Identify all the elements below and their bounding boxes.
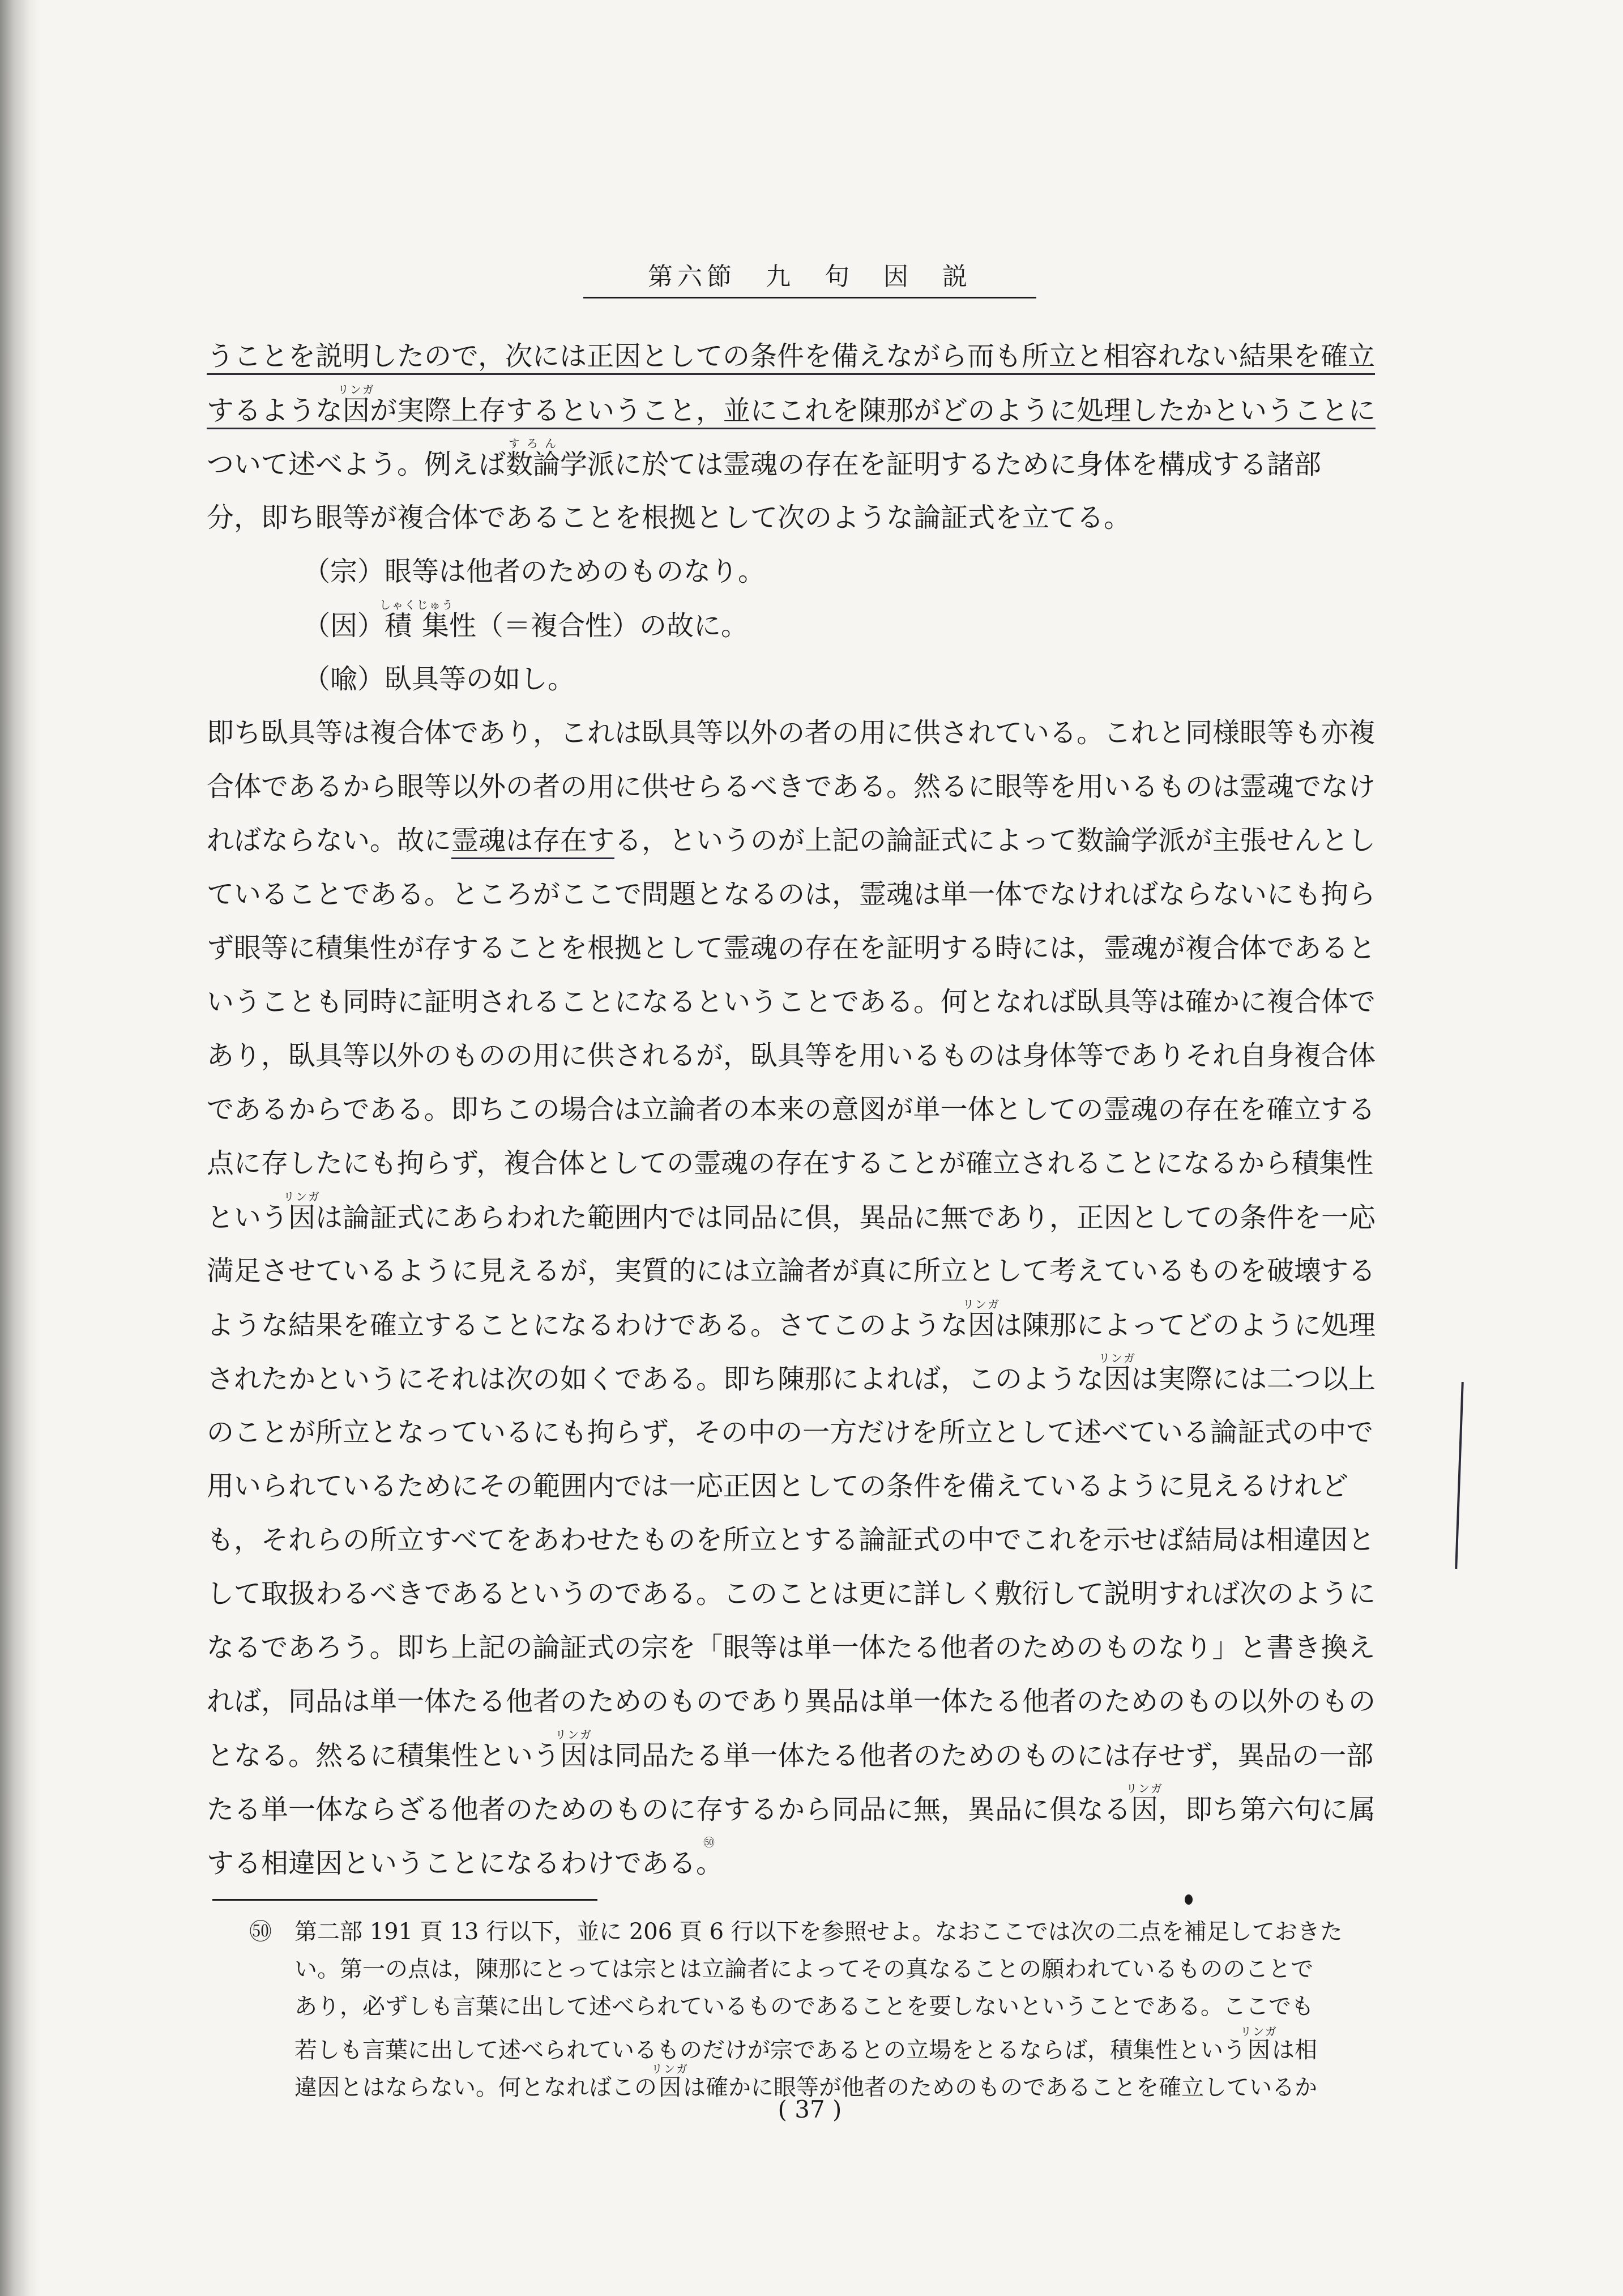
ruby-reading: リンガ [555, 1728, 593, 1742]
underlined-text: うことを説明したので，次には正因としての条件を備えながら而も所立と相容れない結果を確立 [207, 340, 1375, 375]
text-line: であるからである。即ちこの場合は立論者の本来の意図が単一体としての霊魂の存在を確立する [207, 1094, 1376, 1125]
text-line: 点に存したにも拘らず，複合体としての霊魂の存在することが確立されることになるから積集性 [207, 1147, 1374, 1179]
ruby-base: 数論 [506, 449, 561, 480]
text-line: ず眼等に積集性が存することを根拠として霊魂の存在を証明する時には，霊魂が複合体であると [207, 932, 1376, 964]
page-number: ( 37 ) [778, 2096, 842, 2123]
section-header: 第六節 九 句 因 説 [648, 262, 972, 291]
text-line [207, 383, 1438, 437]
ruby-reading: リンガ [1099, 1351, 1137, 1365]
text-span: する相違因ということになるわけである [207, 1847, 697, 1879]
text-line [207, 814, 1438, 868]
footnote-line [249, 2025, 1447, 2063]
ruby-base: 因 [651, 2075, 689, 2101]
text-span: たる単一体ならざる他者のためのものに存するから同品に無，異品に倶なる [207, 1794, 1131, 1825]
text-line [207, 1190, 1438, 1244]
ruby-term [1099, 1351, 1137, 1395]
text-span: ような結果を確立することになるわけである。さてこのような [207, 1309, 968, 1341]
text-line: 即ち臥具等は複合体であり，これは臥具等以外の者の用に供されている。これと同様眼等も亦複 [207, 717, 1376, 749]
footnote [249, 1913, 1447, 2100]
ruby-reading: リンガ [283, 1190, 321, 1204]
underlined-text [207, 383, 1376, 429]
text-span: は実際には二つ以上 [1131, 1363, 1376, 1395]
ruby-reading: リンガ [1240, 2025, 1278, 2038]
text-line: あり，臥具等以外のものの用に供されるが，臥具等を用いるものは身体等でありそれ自身複合体 [207, 1040, 1376, 1072]
text-line: も，それらの所立すべてをあわせたものを所立とする論証式の中でこれを示せば結局は相違因と [207, 1524, 1376, 1556]
footnote-rule [212, 1899, 597, 1901]
syllogism-example: （喩）臥具等の如し。 [303, 663, 575, 695]
text-span: という [207, 1202, 289, 1234]
text-span: （因） [303, 610, 385, 642]
ruby-term [651, 2062, 689, 2101]
ruby-reading: しゃくじゅう [379, 598, 455, 612]
text-line [207, 1782, 1438, 1836]
ruby-base: 因 [1099, 1363, 1137, 1395]
footnote-reference[interactable] [696, 1836, 724, 1879]
text-span: ，即ち第六句に属 [1158, 1794, 1376, 1825]
text-span: 性（＝複合性）の故に。 [449, 610, 749, 642]
text-span: ればならない。故に [207, 825, 452, 856]
text-line: 合体であるから眼等以外の者の用に供せらるべきである。然るに眼等を用いるものは霊魂でなけ [207, 771, 1376, 803]
text-line: 満足させているように見えるが，実質的には立論者が真に所立として考えているものを破壊する [207, 1255, 1376, 1287]
ruby-reading: リンガ [1126, 1782, 1164, 1795]
footnote-line [249, 1913, 1447, 1951]
ruby-term [379, 598, 455, 642]
text-span: されたかというにそれは次の如くである。即ち陳那によれば，このような [207, 1363, 1104, 1395]
text-span: は陳那によってどのように処理 [995, 1309, 1376, 1341]
ruby-term [338, 383, 375, 426]
text-line: いうことも同時に証明されることになるということである。何となれば臥具等は確かに複合体で [207, 986, 1376, 1018]
text-line [207, 1836, 1438, 1890]
text-span: ついて述べよう。例えば [207, 449, 506, 480]
syllogism-thesis: （宗）眼等は他者のためのものなり。 [303, 556, 766, 587]
ruby-reading: リンガ [963, 1298, 1001, 1311]
ruby-base: 因 [963, 1309, 1001, 1341]
footnote-line: あり，必ずしも言葉に出して述べられているものであることを要しないということである。ここでも [294, 1994, 1314, 2020]
text-span: 第二部 191 頁 13 行以下，並に 206 頁 6 行以下を参照せよ。なおここでは次の二点を補足しておきた [294, 1919, 1343, 1945]
text-span: 若しも言葉に出して述べられているものだけが宗であるとの立場をとるならば，積集性という [294, 2037, 1246, 2063]
ruby-reading: リンガ [338, 383, 375, 396]
ruby-term [1126, 1782, 1164, 1825]
text-span: は論証式にあらわれた範囲内では同品に倶，異品に無であり，正因としての条件を一応 [315, 1202, 1376, 1234]
footnote-line: い。第一の点は，陳那にとっては宗とは立論者によってその真なることの願われているもののことで [294, 1956, 1314, 1982]
ruby-term [963, 1298, 1001, 1341]
ruby-term [555, 1728, 593, 1772]
text-line: 分，即ち眼等が複合体であることを根拠として次のような論証式を立てる。 [207, 502, 1131, 534]
ruby-base: 因 [555, 1740, 593, 1772]
text-line: ていることである。ところがここで問題となるのは，霊魂は単一体でなければならないにも拘ら [207, 878, 1376, 910]
ruby-reading: すろん [506, 437, 561, 450]
text-line: して取扱わるべきであるというのである。このことは更に詳しく敷衍して説明すれば次のように [207, 1578, 1376, 1610]
text-line: 用いられているためにその範囲内では一応正因としての条件を備えているように見えるけれど [207, 1470, 1349, 1502]
text-line [207, 330, 1438, 383]
text-span: 違因とはならない。何となればこの [294, 2075, 657, 2101]
ruby-base: 因 [1240, 2037, 1278, 2063]
footnote-marker: ㊿ [249, 1919, 272, 1945]
text-line: なるであろう。即ち上記の論証式の宗を「眼等は単一体たる他者のためのものなり」と書き換え [207, 1632, 1376, 1663]
text-line [207, 1729, 1438, 1782]
underlined-text: 霊魂は存在す [451, 825, 614, 859]
ruby-reading: リンガ [651, 2062, 689, 2076]
ruby-base: 。 [696, 1847, 724, 1879]
text-span: 学派に於ては霊魂の存在を証明するために身体を構成する諸部 [560, 449, 1322, 480]
text-line [207, 437, 1438, 491]
ink-spot [1185, 1894, 1193, 1905]
text-span: は同品たる単一体たる他者のためのものには存せず，異品の一部 [587, 1740, 1374, 1772]
text-span: となる。然るに積集性という [207, 1740, 561, 1772]
text-line [207, 1352, 1438, 1406]
text-span: は相 [1272, 2037, 1317, 2063]
header-rule [583, 297, 1036, 298]
text-line: のことが所立となっているにも拘らず，その中の一方だけを所立として述べている論証式の中で [207, 1416, 1374, 1448]
syllogism-reason [207, 599, 1438, 652]
ruby-base: 因 [1126, 1794, 1164, 1825]
ruby-term [283, 1190, 321, 1234]
ruby-base: 因 [338, 395, 375, 426]
text-span: は確かに眼等が他者のためのものであることを確立しているか [683, 2075, 1317, 2101]
margin-pencil-mark [1455, 1382, 1464, 1569]
main-text [207, 330, 1438, 1890]
scan-shadow-edge [0, 0, 40, 2296]
text-span: る，というのが上記の論証式によって数論学派が主張せんとし [614, 825, 1376, 856]
ruby-term [1240, 2025, 1278, 2063]
text-line: れば，同品は単一体たる他者のためのものであり異品は単一体たる他者のためのもの以外のもの [207, 1685, 1376, 1717]
ruby-base: 積集 [379, 610, 455, 642]
ruby-base: 因 [283, 1202, 321, 1234]
text-line [207, 1298, 1438, 1352]
text-span: が実際上存するということ，並にこれを陳那がどのように処理したかということに [370, 395, 1376, 426]
text-span: するような [207, 395, 343, 426]
ruby-term [506, 437, 561, 480]
footnote-ref-mark: ㊿ [696, 1836, 724, 1849]
